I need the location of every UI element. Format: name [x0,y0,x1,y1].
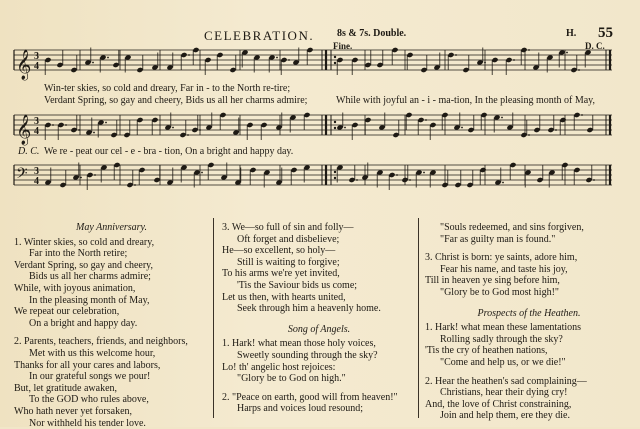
note-dot-icon [502,182,504,184]
verse-line: Fear his name, and taste his joy, [425,264,633,276]
lyrics-line-2b: While with joyful an - i - ma-tion, In the pleasing month of May, [336,95,595,106]
note-dot-icon [187,134,189,136]
column-divider [213,218,214,418]
stanza-gap [222,315,416,322]
note-dot-icon [276,57,278,59]
note-dot-icon [78,129,80,131]
meter-label: 8s & 7s. Double. [337,28,406,39]
time-signature-icon: 4 [34,176,39,187]
verse-line: 3. We—so full of sin and folly— [222,222,416,234]
note-dot-icon [134,184,136,186]
clef-icon: 𝄢 [16,165,28,185]
note-dot-icon [94,174,96,176]
note-dot-icon [581,114,583,116]
verse-line: Nor withheld his tender love. [14,418,209,429]
note-dot-icon [201,172,203,174]
note-dot-icon [344,127,346,129]
verse-line: "Glory be to God most high!" [425,287,633,299]
note-dot-icon [455,54,457,56]
verse-line: We repeat our celebration, [14,306,209,318]
verse-line: In the pleasing month of May, [14,295,209,307]
verse-line: Still is waiting to forgive; [222,257,416,269]
note-dot-icon [93,132,95,134]
verse-line: While, with joyous animation, [14,283,209,295]
note-dot-icon [513,59,515,61]
note-dot-icon [199,129,201,131]
verse-line: On a bright and happy day. [14,318,209,330]
section-title: Prospects of the Heathen. [425,308,633,320]
repeat-dot-icon [334,121,336,123]
verse-line: 2. Parents, teachers, friends, and neighbors, [14,336,209,348]
hymn-title: CELEBRATION. [204,28,314,44]
verse-line: Sweetly sounding through the sky? [222,350,416,362]
verse-line: "Souls redeemed, and sins forgiven, [425,222,633,234]
note-dot-icon [172,127,174,129]
text-column-2 [222,222,416,415]
repeat-dot-icon [334,171,336,173]
lyrics-line-3: We re - peat our cel - e - bra - tion, On a bright and happy day. [44,146,293,157]
page-number: 55 [598,25,613,42]
note-dot-icon [105,122,107,124]
time-signature-icon: 4 [34,61,39,72]
time-signature-icon: 3 [34,51,39,62]
note-dot-icon [425,119,427,121]
verse-line: In our grateful songs we pour! [14,371,209,383]
note-dot-icon [593,179,595,181]
verse-line: 1. Hark! what mean those holy voices, [222,338,416,350]
verse-line: "Glory be to God on high." [222,373,416,385]
note-dot-icon [461,127,463,129]
note-dot-icon [409,179,411,181]
lyrics-line-2: Verdant Spring, so gay and cheery, Bids us all her charms admire; [44,95,307,106]
verse-line: "Come and help us, or we die!" [425,357,633,369]
text-column-3 [425,222,633,422]
verse-line: Seek through him a heavenly home. [222,303,416,315]
stanza-gap [222,385,416,392]
note-dot-icon [528,134,530,136]
stanza-gap [425,245,633,252]
note-dot-icon [188,54,190,56]
time-signature-icon: 3 [34,166,39,177]
note-dot-icon [484,62,486,64]
section-title: May Anniversary. [14,222,209,234]
verse-line: And, the love of Christ constraining, [425,399,633,411]
verse-line: But, let gratitude awaken, [14,383,209,395]
verse-line: 'Tis the cry of heathen nations, [425,345,633,357]
note-dot-icon [578,69,580,71]
note-dot-icon [80,177,82,179]
verse-line: Lo! th' angelic host rejoices: [222,362,416,374]
note-dot-icon [107,57,109,59]
verse-line: Let us then, with hearts united, [222,292,416,304]
verse-line: Rolling sadly through the sky? [425,334,633,346]
verse-line: He—so excellent, so holy— [222,245,416,257]
clef-icon: 𝄞 [16,114,31,146]
lyrics-line-1: Win-ter skies, so cold and dreary, Far in - to the North re-tire; [44,83,290,94]
verse-line: 'Tis the Saviour bids us come; [222,280,416,292]
clef-icon: 𝄞 [16,49,31,81]
verse-line: 1. Winter skies, so cold and dreary, [14,237,209,249]
fine-mark: Fine. [333,41,352,51]
note-dot-icon [555,129,557,131]
repeat-dot-icon [334,62,336,64]
verse-line: To the GOD who rules above, [14,394,209,406]
time-signature-icon: 3 [34,116,39,127]
verse-line: Met with us this welcome hour, [14,348,209,360]
column-divider [418,218,419,418]
verse-line: 2. Hear the heathen's sad complaining— [425,376,633,388]
verse-line: Bids us all her charms admire; [14,271,209,283]
verse-line: Far into the North retire; [14,248,209,260]
verse-line: Christians, hear their dying cry! [425,387,633,399]
section-title: Song of Angels. [222,324,416,336]
stanza-gap [14,329,209,336]
dc-mark: D. C. [585,41,605,51]
note-dot-icon [288,59,290,61]
text-column-1 [14,222,209,429]
time-signature-icon: 4 [34,126,39,137]
note-dot-icon [356,179,358,181]
note-dot-icon [528,49,530,51]
verse-line: 2. "Peace on earth, good will from heaven!" [222,392,416,404]
verse-line: Verdant Spring, so gay and cheery, [14,260,209,272]
note-dot-icon [501,117,503,119]
verse-line: "Far as guilty man is found." [425,234,633,246]
stanza-gap [425,369,633,376]
dc-label: D. C. [18,146,39,157]
note-dot-icon [65,124,67,126]
note-dot-icon [52,124,54,126]
h-mark: H. [566,28,576,39]
verse-line: 3. Christ is born: ye saints, adore him, [425,252,633,264]
verse-line: Who hath never yet forsaken, [14,406,209,418]
verse-line: Thanks for all your cares and labors, [14,360,209,372]
verse-line: To his arms we're yet invited, [222,268,416,280]
verse-line: 1. Hark! what mean these lamentations [425,322,633,334]
note-dot-icon [92,62,94,64]
repeat-dot-icon [334,127,336,129]
note-dot-icon [396,174,398,176]
verse-line: Oft forget and disbelieve; [222,234,416,246]
stanza-gap [425,299,633,306]
repeat-dot-icon [334,177,336,179]
repeat-dot-icon [334,56,336,58]
verse-line: Harps and voices loud resound; [222,403,416,415]
note-dot-icon [423,172,425,174]
verse-line: Till in heaven ye sing before him, [425,275,633,287]
verse-line: Join and help them, ere they die. [425,410,633,422]
note-dot-icon [566,52,568,54]
